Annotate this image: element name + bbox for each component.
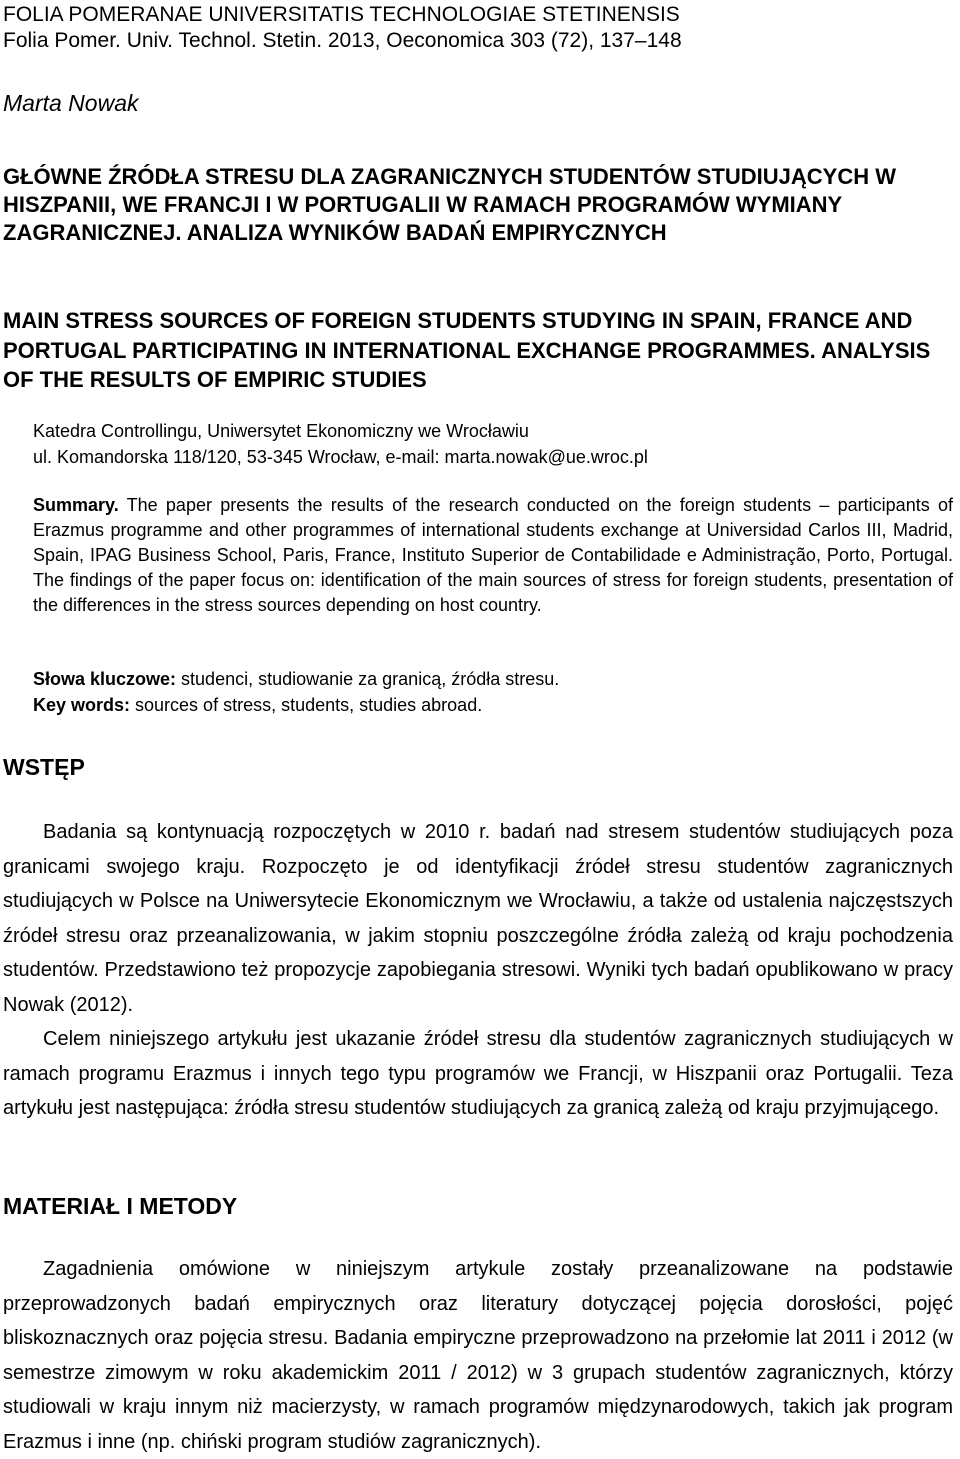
keywords-english <box>33 692 559 718</box>
journal-header <box>3 2 682 54</box>
keywords-english-text: sources of stress, students, studies abroad. <box>130 695 483 715</box>
section-heading-wstep: WSTĘP <box>3 754 85 780</box>
journal-citation: Folia Pomer. Univ. Technol. Stetin. 2013, Oeconomica 303 (72), 137–148 <box>3 29 682 52</box>
title-english: MAIN STRESS SOURCES OF FOREIGN STUDENTS STUDYING IN SPAIN, FRANCE AND PORTUGAL PARTICIPATING IN INTERNATIONAL EXCHANGE PROGRAMMES. ANALYSIS OF THE RESULTS OF EMPIRIC STUDIES <box>3 308 931 392</box>
paragraph: Badania są kontynuacją rozpoczętych w 2010 r. badań nad stresem studentów studiujących poza granicami swojego kraju. Rozpoczęto je od identyfikacji źródeł stresu studentów zagranicznych studiujących w Polsce na Uniwersytecie Ekonomicznym we Wrocławiu, a także od ustalenia najczęstszych źródeł stresu oraz przeanalizowania, w jakim stopniu poszczególne źródła zależą od kraju pochodzenia studentów. Przedstawiono też propozycje zapobiegania stresowi. Wyniki tych badań opublikowano w pracy Nowak (2012). <box>3 821 953 1016</box>
paragraph: Celem niniejszego artykułu jest ukazanie źródeł stresu dla studentów zagranicznych studiujących w ramach programu Erazmus i innych tego typu programów we Francji, w Hiszpanii oraz Portugalii. Teza artykułu jest następująca: źródła stresu studentów studiujących za granicą zależą od kraju przyjmującego. <box>3 1028 953 1119</box>
journal-name: FOLIA POMERANAE UNIVERSITATIS TECHNOLOGIAE STETINENSIS <box>3 3 680 26</box>
summary-label: Summary. <box>33 495 119 515</box>
section-body-wstep <box>3 815 953 1126</box>
affiliation-institution: Katedra Controllingu, Uniwersytet Ekonomiczny we Wrocławiu <box>33 421 529 441</box>
keywords-polish-text: studenci, studiowanie za granicą, źródła stresu. <box>176 669 560 689</box>
keywords <box>33 666 559 718</box>
summary <box>33 493 953 618</box>
keywords-english-label: Key words: <box>33 695 131 715</box>
paragraph: Zagadnienia omówione w niniejszym artykule zostały przeanalizowane na podstawie przeprowadzonych badań empirycznych oraz literatury dotyczącej pojęcia dorosłości, pojęć bliskoznacznych oraz pojęcia stresu. Badania empiryczne przeprowadzono na przełomie lat 2011 i 2012 (w semestrze zimowym w roku akademickim 2011 / 2012) w 3 grupach studentów zagranicznych, którzy studiowali w kraju innym niż macierzysty, w ramach programów międzynarodowych, takich jak program Erazmus i inne (np. chiński program studiów zagranicznych). <box>3 1258 953 1453</box>
author-name: Marta Nowak <box>3 90 139 116</box>
section-heading-metody: MATERIAŁ I METODY <box>3 1193 238 1219</box>
affiliation <box>33 418 648 470</box>
summary-text: The paper presents the results of the research conducted on the foreign students – participants of Erazmus programme and other programmes of international students exchange at Universidad Carlos III, Madrid, Spain, IPAG Business School, Paris, France, Instituto Superior de Contabilidade e Administração, Porto, Portugal. The findings of the paper focus on: identification of the main sources of stress for foreign students, presentation of the differences in the stress sources depending on host country. <box>33 495 953 615</box>
affiliation-address: ul. Komandorska 118/120, 53-345 Wrocław, e-mail: marta.nowak@ue.wroc.pl <box>33 447 648 467</box>
keywords-polish-label: Słowa kluczowe: <box>33 669 177 689</box>
title-polish: GŁÓWNE ŹRÓDŁA STRESU DLA ZAGRANICZNYCH STUDENTÓW STUDIUJĄCYCH W HISZPANII, WE FRANCJI I W PORTUGALII W RAMACH PROGRAMÓW WYMIANY ZAGRANICZNEJ. ANALIZA WYNIKÓW BADAŃ EMPIRYCZNYCH <box>3 164 896 245</box>
keywords-polish <box>33 666 559 692</box>
section-body-metody <box>3 1252 953 1459</box>
